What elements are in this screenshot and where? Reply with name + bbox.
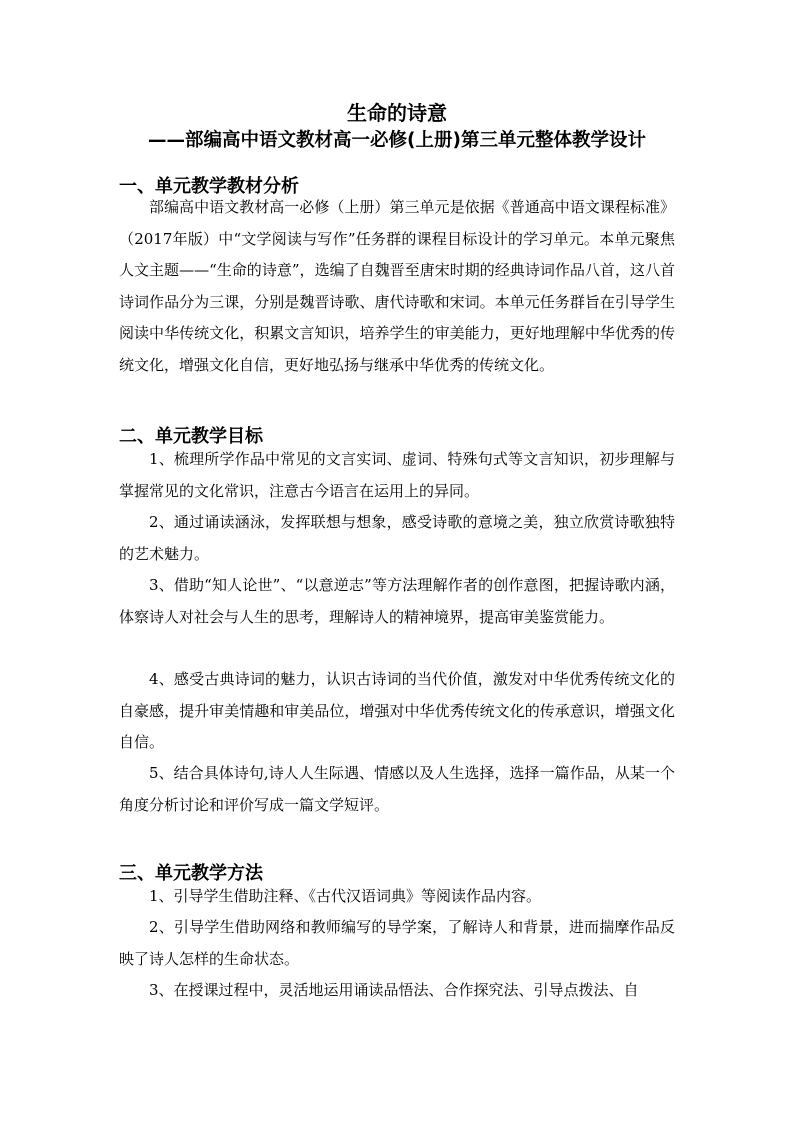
objective-item-2: 2、通过诵读涵泳，发挥联想与想象，感受诗歌的意境之美，独立欣赏诗歌独特的艺术魅力。 (119, 513, 675, 563)
section-heading-objectives: 二、单元教学目标 (119, 426, 263, 447)
objective-item-3: 3、借助“知人论世”、“以意逆志”等方法理解作者的创作意图，把握诗歌内涵，体察诗人对社会与人生的思考，理解诗人的精神境界，提高审美鉴赏能力。 (119, 576, 675, 626)
objective-item-5: 5、结合具体诗句,诗人人生际遇、情感以及人生选择，选择一篇作品，从某一个角度分析讨论和评价写成一篇文学短评。 (119, 764, 675, 814)
method-item-2: 2、引导学生借助网络和教师编写的导学案，了解诗人和背景，进而揣摩作品反映了诗人怎样的生命状态。 (119, 918, 675, 968)
document-title: 生命的诗意 (347, 101, 447, 125)
method-item-3-partial: 3、在授课过程中，灵活地运用诵读品悟法、合作探究法、引导点拨法、自 (149, 981, 639, 999)
objective-item-1: 1、梳理所学作品中常见的文言实词、虚词、特殊句式等文言知识，初步理解与掌握常见的文化常识，注意古今语言在运用上的异同。 (119, 450, 675, 500)
paragraph-analysis: 部编高中语文教材高一必修（上册）第三单元是依据《普通高中语文课程标准》（2017年版）中“文学阅读与写作”任务群的课程目标设计的学习单元。本单元聚焦人文主题——“生命的诗意”，选编了自魏晋至唐宋时期的经典诗词作品八首，这八首诗词作品分为三课，分别是魏晋诗歌、唐代诗歌和宋词。本单元任务群旨在引导学生阅读中华传统文化，积累文言知识，培养学生的审美能力，更好地理解中华优秀的传统文化，增强文化自信，更好地弘扬与继承中华优秀的传统文化。 (119, 198, 675, 374)
section-heading-methods: 三、单元教学方法 (119, 863, 263, 884)
document-subtitle: ——部编高中语文教材高一必修(上册)第三单元整体教学设计 (148, 130, 646, 151)
section-heading-analysis: 一、单元教学教材分析 (119, 176, 299, 197)
objective-item-4: 4、感受古典诗词的魅力，认识古诗词的当代价值，激发对中华优秀传统文化的自豪感，提升审美情趣和审美品位，增强对中华优秀传统文化的传承意识，增强文化自信。 (119, 670, 675, 751)
method-item-1: 1、引导学生借助注释、《古代汉语词典》等阅读作品内容。 (149, 887, 542, 905)
